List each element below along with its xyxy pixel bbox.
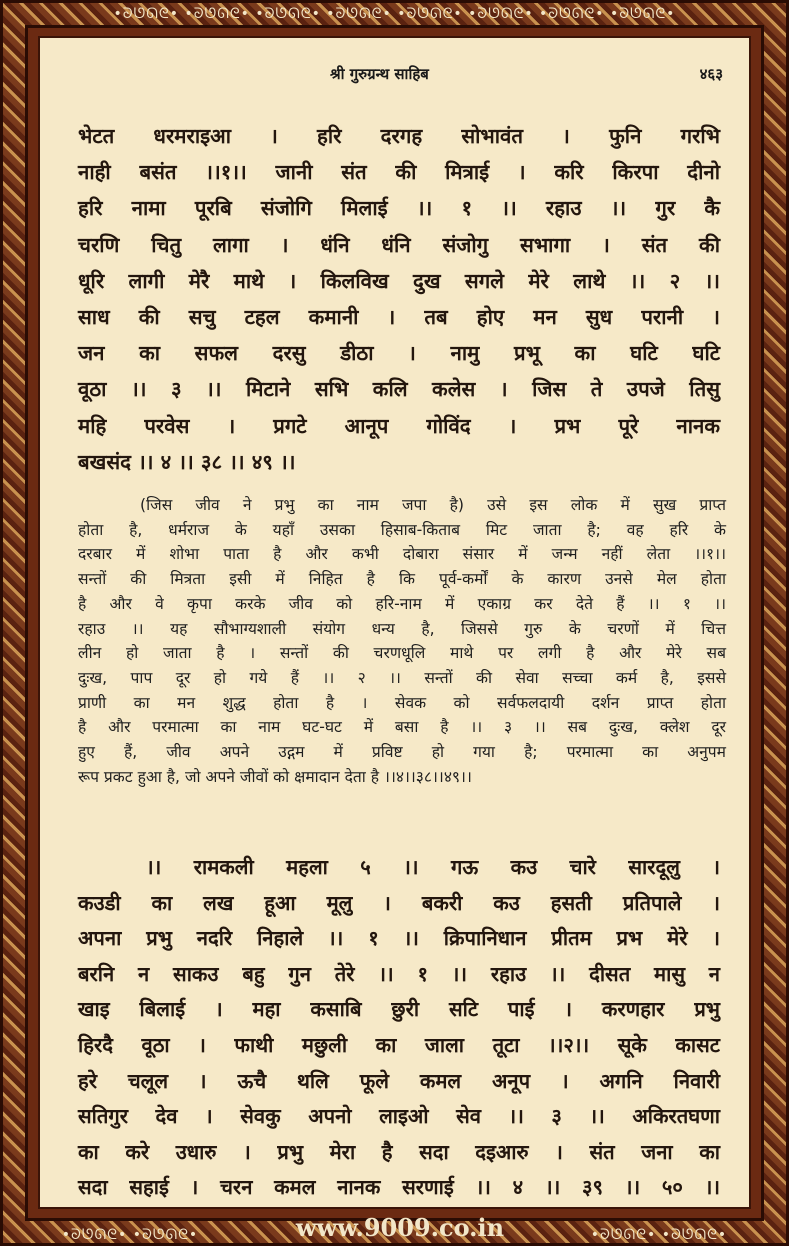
page-header xyxy=(40,64,749,90)
verse-line: धूरि लागी मेरै माथे । किलविख दुख सगले मेरे लाथे ।। २ ।। xyxy=(78,268,720,293)
page-title: श्री गुरुग्रन्थ साहिब xyxy=(330,65,429,83)
gurbani-verse-block-ramkali xyxy=(78,850,720,1206)
frame-decoration-bottom-right: •ᘐᘎᘏᘓ• •ᘐᘎᘏᘓ• xyxy=(590,1227,728,1243)
translation-line: रहाउ ।। यह सौभाग्यशाली संयोग धन्य है, जिससे गुरु के चरणों में चित्त xyxy=(78,619,726,638)
translation-line: हुए हैं, जीव अपने उद्गम में प्रविष्ट हो गया है; परमात्मा का अनुपम xyxy=(78,743,726,762)
translation-line: है और वे कृपा करके जीव को हरि-नाम में एकाग्र कर देते हैं ।। १ ।। xyxy=(78,594,726,613)
verse-line: साध की सचु टहल कमानी । तब होए मन सुध परानी । xyxy=(78,305,720,330)
verse-line: सदा सहाई । चरन कमल नानक सरणाई ।। ४ ।। ३९ ।। ५० ।। xyxy=(78,1175,720,1200)
gurbani-verse-block xyxy=(78,118,720,480)
verse-line: जन का सफल दरसु डीठा । नामु प्रभू का घटि घटि xyxy=(78,341,720,366)
verse-line: नाही बसंत ।।१।। जानी संत की मित्राई । करि किरपा दीनो xyxy=(78,160,720,185)
scripture-page xyxy=(38,36,751,1209)
frame-decoration-top: •ᘐᘎᘏᘓ• •ᘐᘎᘏᘓ• •ᘐᘎᘏᘓ• •ᘐᘎᘏᘓ• •ᘐᘎᘏᘓ• •ᘐᘎᘏᘓ• •ᘐᘎᘏᘓ• •ᘐᘎᘏᘓ• xyxy=(113,6,676,22)
translation-line: होता है, धर्मराज के यहाँ उसका हिसाब-किताब मिट जाता है; वह हरि के xyxy=(78,520,726,539)
verse-line: सतिगुर देव । सेवकु अपनो लाइओ सेव ।। ३ ।। अकिरतघणा xyxy=(78,1104,720,1129)
verse-line: बखसंद ।। ४ ।। ३८ ।। ४९ ।। xyxy=(78,449,296,474)
page-number: ४६३ xyxy=(699,65,723,83)
translation-line: प्राणी का मन शुद्ध होता है । सेवक को सर्वफलदायी दर्शन प्राप्त होता xyxy=(78,693,726,712)
verse-line: चरणि चितु लागा । धंनि धंनि संजोगु सभागा । संत की xyxy=(78,232,720,257)
verse-line: भेटत धरमराइआ । हरि दरगह सोभावंत । फुनि गरभि xyxy=(78,124,720,148)
verse-line: वूठा ।। ३ ।। मिटाने सभि कलि कलेस । जिस ते उपजे तिसु xyxy=(78,377,720,402)
verse-line: कउडी का लख हूआ मूलु । बकरी कउ हसती प्रतिपाले । xyxy=(78,890,720,915)
verse-line: ।। रामकली महला ५ ।। गऊ कउ चारे सारदूलु । xyxy=(146,855,720,879)
translation-line: है और परमात्मा का नाम घट-घट में बसा है ।। ३ ।। सब दुःख, क्लेश दूर xyxy=(78,718,726,737)
verse-line: हरि नामा पूरबि संजोगि मिलाई ।। १ ।। रहाउ ।। गुर कै xyxy=(78,196,720,221)
translation-line: सन्तों की मित्रता इसी में निहित है कि पूर्व-कर्मों के कारण उनसे मेल होता xyxy=(78,570,726,589)
website-url-link[interactable]: www.9009.co.in xyxy=(295,1213,505,1242)
translation-line: रूप प्रकट हुआ है, जो अपने जीवों को क्षमादान देता है ।।४।।३८।।४९।। xyxy=(78,767,472,786)
verse-line: महि परवेस । प्रगटे आनूप गोविंद । प्रभ पूरे नानक xyxy=(78,413,720,438)
verse-line: हरे चलूल । ऊचै थलि फूले कमल अनूप । अगनि निवारी xyxy=(78,1068,720,1093)
verse-line: बरनि न साकउ बहु गुन तेरे ।। १ ।। रहाउ ।। दीसत मासु न xyxy=(78,961,720,986)
translation-line: (जिस जीव ने प्रभु का नाम जपा है) उसे इस लोक में सुख प्राप्त xyxy=(140,496,726,514)
verse-line: अपना प्रभु नदरि निहाले ।। १ ।। क्रिपानिधान प्रीतम प्रभ मेरे । xyxy=(78,926,720,951)
hindi-translation-block xyxy=(78,493,726,789)
translation-line: दुःख, पाप दूर हो गये हैं ।। २ ।। सन्तों की सेवा सच्चा कर्म है, इससे xyxy=(78,668,726,687)
verse-line: हिरदै वूठा । फाथी मछुली का जाला तूटा ।।२।। सूके कासट xyxy=(78,1032,720,1057)
verse-line: खाइ बिलाई । महा कसाबि छुरी सटि पाई । करणहार प्रभु xyxy=(78,997,720,1022)
frame-decoration-bottom-left: •ᘐᘎᘏᘓ• •ᘐᘎᘏᘓ• xyxy=(61,1227,199,1243)
translation-line: लीन हो जाता है । सन्तों की चरणधूलि माथे पर लगी है और मेरे सब xyxy=(78,644,726,663)
translation-line: दरबार में शोभा पाता है और कभी दोबारा संसार में जन्म नहीं लेता ।।१।। xyxy=(78,545,726,564)
verse-line: का करे उधारु । प्रभु मेरा है सदा दइआरु । संत जना का xyxy=(78,1139,720,1164)
